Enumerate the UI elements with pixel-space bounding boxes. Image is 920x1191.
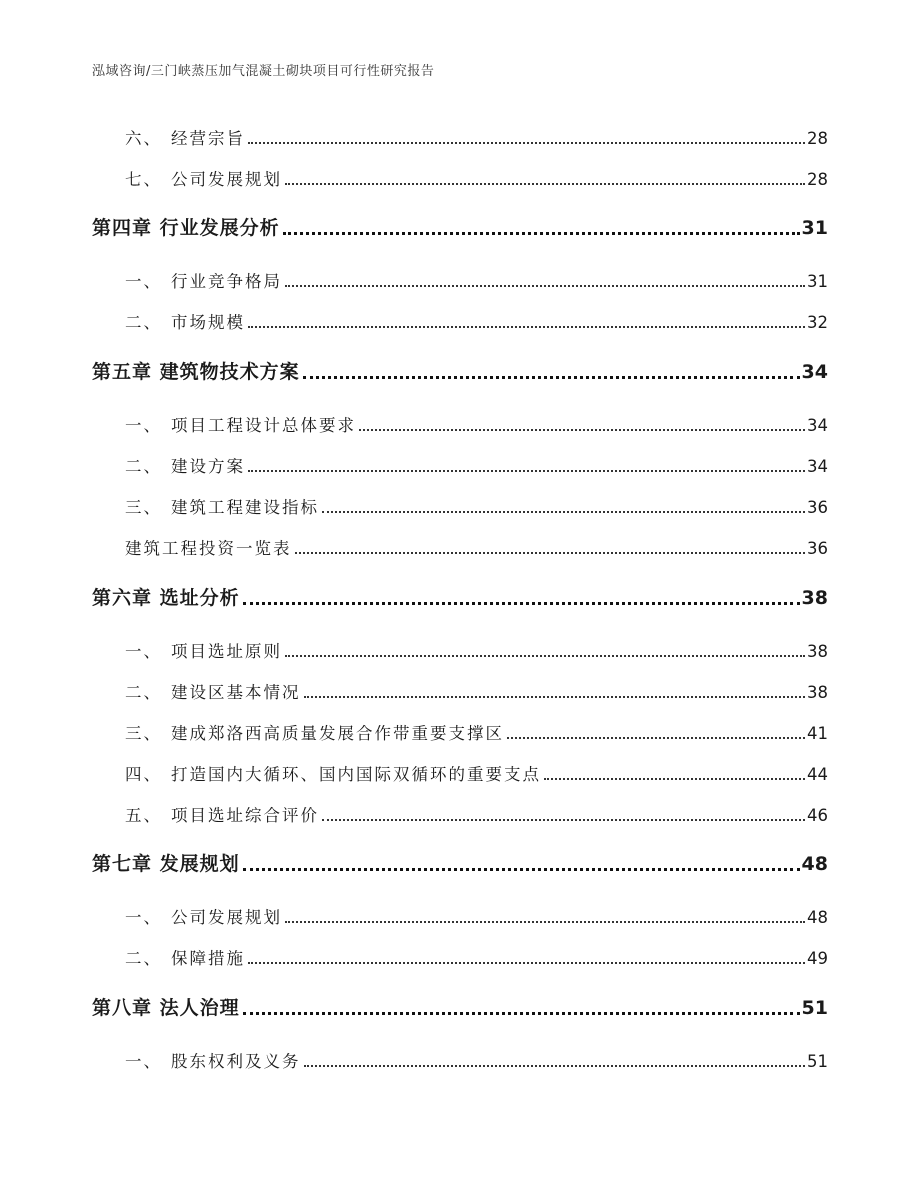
toc-entry-number: 三、 bbox=[125, 497, 162, 517]
toc-entry-page: 34 bbox=[807, 456, 828, 476]
dot-leader bbox=[285, 277, 805, 287]
dot-leader bbox=[359, 421, 805, 431]
toc-entry-title bbox=[0, 128, 245, 148]
dot-leader bbox=[243, 861, 800, 871]
toc-entry-page: 49 bbox=[807, 948, 828, 968]
toc-entry-title bbox=[0, 169, 282, 189]
toc-chapter-page: 38 bbox=[801, 587, 828, 609]
dot-leader bbox=[283, 225, 800, 235]
toc-entry-page: 41 bbox=[807, 723, 828, 743]
toc-entry-title bbox=[0, 1051, 301, 1071]
toc-entry-label: 经营宗旨 bbox=[171, 128, 245, 148]
toc-entry-page: 46 bbox=[807, 805, 828, 825]
dot-leader bbox=[248, 134, 805, 144]
dot-leader bbox=[248, 954, 805, 964]
toc-chapter[interactable] bbox=[0, 988, 920, 1018]
toc-entry[interactable] bbox=[0, 404, 920, 434]
toc-entry-title bbox=[0, 723, 504, 743]
toc-entry-number: 七、 bbox=[125, 169, 162, 189]
toc-entry[interactable] bbox=[0, 486, 920, 516]
toc-chapter-page: 51 bbox=[801, 997, 828, 1019]
toc-entry-label: 建筑工程建设指标 bbox=[171, 497, 319, 517]
toc-entry-title bbox=[0, 907, 282, 927]
dot-leader bbox=[285, 647, 805, 657]
toc-chapter-page: 48 bbox=[801, 853, 828, 875]
toc-entry-number: 一、 bbox=[125, 1051, 162, 1071]
dot-leader bbox=[295, 544, 806, 554]
toc-entry-page: 44 bbox=[807, 764, 828, 784]
toc-entry[interactable] bbox=[0, 158, 920, 188]
toc-entry-number: 一、 bbox=[125, 415, 162, 435]
toc-chapter-page: 31 bbox=[801, 217, 828, 239]
dot-leader bbox=[248, 318, 805, 328]
toc-chapter[interactable] bbox=[0, 844, 920, 874]
toc-chapter[interactable] bbox=[0, 352, 920, 382]
dot-leader bbox=[322, 503, 805, 513]
page-header: 泓域咨询/三门峡蒸压加气混凝土砌块项目可行性研究报告 bbox=[92, 64, 435, 79]
toc-entry[interactable] bbox=[0, 794, 920, 824]
toc-entry-page: 36 bbox=[807, 538, 828, 558]
toc-entry-number: 一、 bbox=[125, 641, 162, 661]
toc-entry-page: 38 bbox=[807, 682, 828, 702]
toc-entry-label: 打造国内大循环、国内国际双循环的重要支点 bbox=[171, 764, 541, 784]
dot-leader bbox=[243, 595, 800, 605]
toc-entry-page: 28 bbox=[807, 169, 828, 189]
dot-leader bbox=[544, 770, 805, 780]
dot-leader bbox=[285, 175, 805, 185]
toc-entry-label: 项目选址原则 bbox=[171, 641, 282, 661]
toc-entry-title bbox=[0, 497, 319, 517]
toc-chapter-title: 第八章 法人治理 bbox=[92, 997, 240, 1019]
toc-entry[interactable] bbox=[0, 937, 920, 967]
toc-chapter-title: 第六章 选址分析 bbox=[92, 587, 240, 609]
toc-entry-title bbox=[0, 271, 282, 291]
toc-entry-number: 五、 bbox=[125, 805, 162, 825]
toc-entry-label: 项目选址综合评价 bbox=[171, 805, 319, 825]
header-divider bbox=[90, 86, 830, 87]
toc-chapter-title: 第四章 行业发展分析 bbox=[92, 217, 280, 239]
dot-leader bbox=[304, 1057, 806, 1067]
toc-chapter-title: 第五章 建筑物技术方案 bbox=[92, 361, 300, 383]
toc-entry-title bbox=[0, 456, 245, 476]
toc-entry-page: 32 bbox=[807, 312, 828, 332]
toc-entry[interactable] bbox=[0, 301, 920, 331]
toc-entry-title bbox=[0, 641, 282, 661]
toc-entry[interactable] bbox=[0, 1040, 920, 1070]
toc-entry[interactable] bbox=[0, 260, 920, 290]
toc-entry-label: 建设区基本情况 bbox=[171, 682, 301, 702]
dot-leader bbox=[304, 688, 806, 698]
dot-leader bbox=[303, 369, 800, 379]
toc-chapter-title: 第七章 发展规划 bbox=[92, 853, 240, 875]
toc-chapter-page: 34 bbox=[801, 361, 828, 383]
toc-entry-number: 二、 bbox=[125, 948, 162, 968]
toc-entry-title bbox=[0, 764, 541, 784]
toc-entry-number: 二、 bbox=[125, 682, 162, 702]
toc-entry-number: 四、 bbox=[125, 764, 162, 784]
toc-entry-number: 二、 bbox=[125, 312, 162, 332]
toc-entry-number: 二、 bbox=[125, 456, 162, 476]
toc-entry-title bbox=[0, 312, 245, 332]
toc-entry-title bbox=[0, 415, 356, 435]
toc-entry[interactable] bbox=[0, 712, 920, 742]
toc-entry-title bbox=[0, 682, 301, 702]
toc-entry-page: 51 bbox=[807, 1051, 828, 1071]
toc-entry-label: 建成郑洛西高质量发展合作带重要支撑区 bbox=[171, 723, 504, 743]
toc-entry-label: 市场规模 bbox=[171, 312, 245, 332]
toc-entry-page: 28 bbox=[807, 128, 828, 148]
toc-entry-title bbox=[0, 948, 245, 968]
dot-leader bbox=[248, 462, 805, 472]
toc-entry-number: 一、 bbox=[125, 907, 162, 927]
dot-leader bbox=[322, 811, 805, 821]
dot-leader bbox=[285, 913, 805, 923]
toc-entry[interactable] bbox=[0, 445, 920, 475]
toc-entry[interactable] bbox=[0, 671, 920, 701]
toc-entry[interactable] bbox=[0, 527, 920, 557]
toc-entry[interactable] bbox=[0, 896, 920, 926]
toc-entry-label: 行业竞争格局 bbox=[171, 271, 282, 291]
dot-leader bbox=[243, 1005, 800, 1015]
toc-entry-label: 建设方案 bbox=[171, 456, 245, 476]
toc-entry[interactable] bbox=[0, 753, 920, 783]
toc-entry-label: 公司发展规划 bbox=[171, 907, 282, 927]
toc-entry-number: 三、 bbox=[125, 723, 162, 743]
toc-entry-page: 31 bbox=[807, 271, 828, 291]
toc-entry[interactable] bbox=[0, 117, 920, 147]
toc-entry-page: 38 bbox=[807, 641, 828, 661]
toc-entry-page: 36 bbox=[807, 497, 828, 517]
dot-leader bbox=[507, 729, 805, 739]
toc-entry-label: 保障措施 bbox=[171, 948, 245, 968]
toc-entry-page: 48 bbox=[807, 907, 828, 927]
toc-entry-title bbox=[0, 805, 319, 825]
toc-entry-label: 建筑工程投资一览表 bbox=[125, 538, 292, 558]
toc-entry-label: 股东权利及义务 bbox=[171, 1051, 301, 1071]
toc-chapter[interactable] bbox=[0, 208, 920, 238]
toc-entry-number: 六、 bbox=[125, 128, 162, 148]
toc-chapter[interactable] bbox=[0, 578, 920, 608]
toc-entry-label: 项目工程设计总体要求 bbox=[171, 415, 356, 435]
toc-entry[interactable] bbox=[0, 630, 920, 660]
toc-entry-page: 34 bbox=[807, 415, 828, 435]
toc-entry-number: 一、 bbox=[125, 271, 162, 291]
toc-entry-label: 公司发展规划 bbox=[171, 169, 282, 189]
